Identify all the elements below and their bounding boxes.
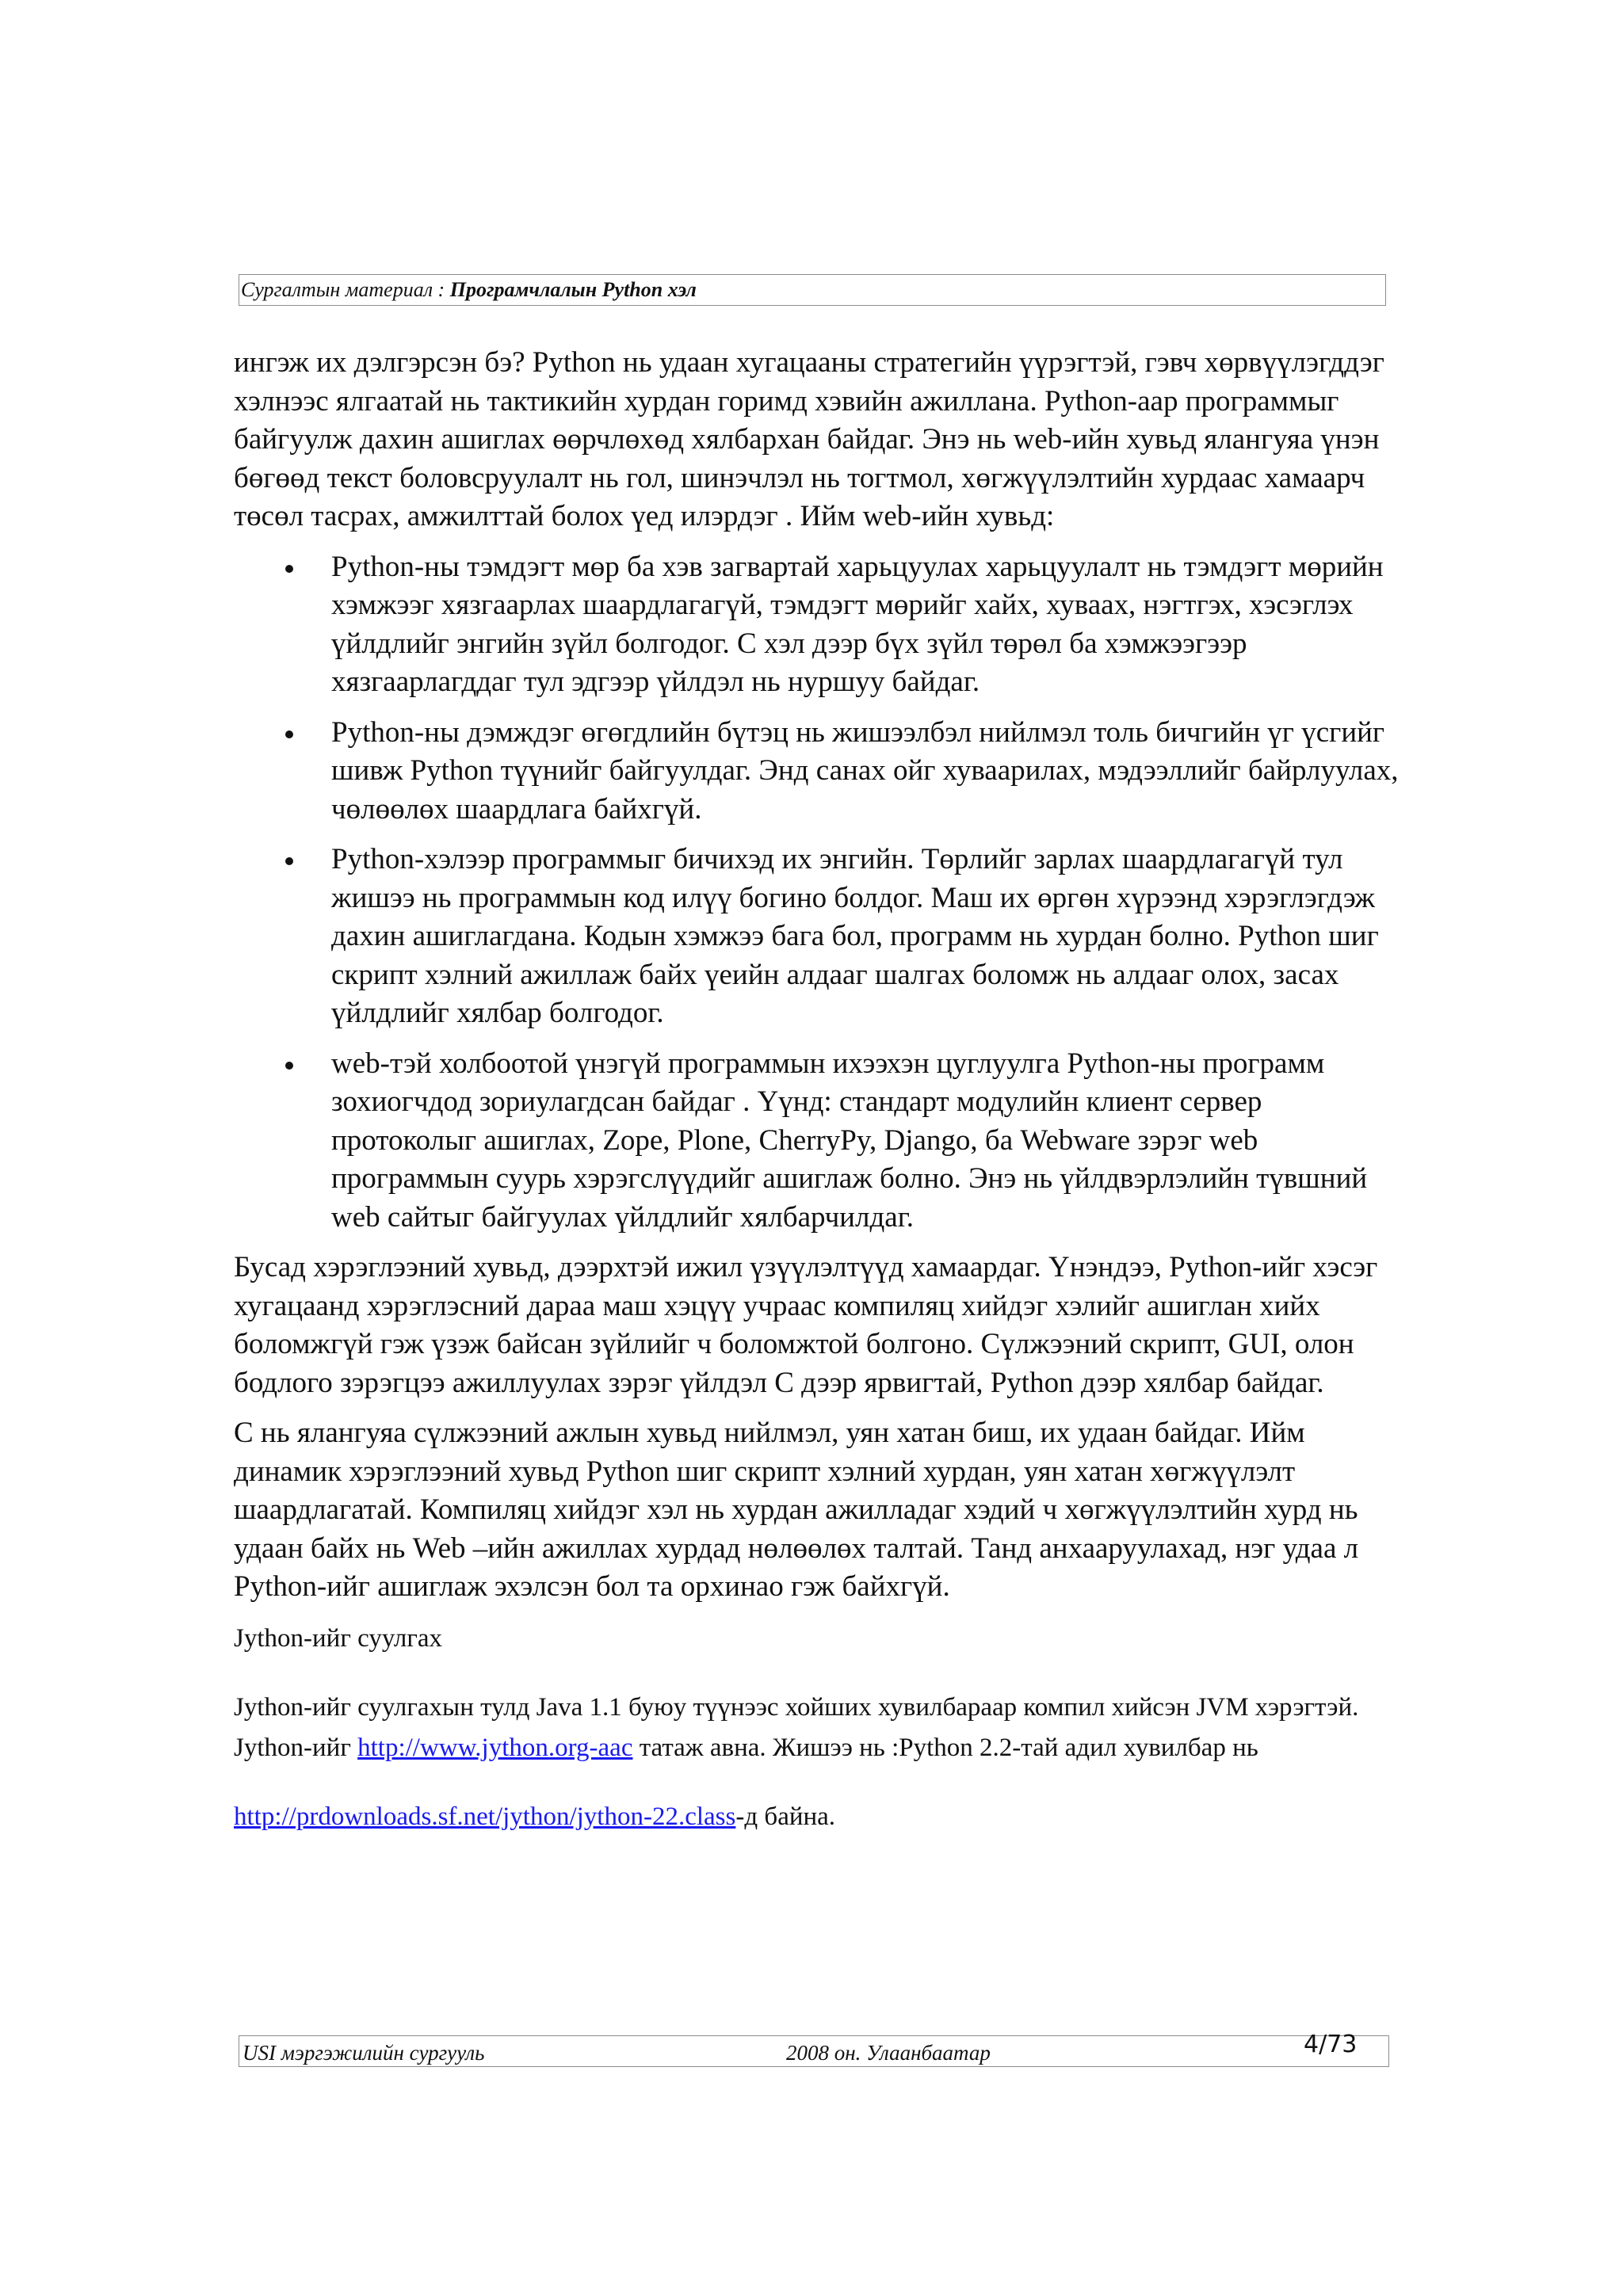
page-number: 4/73: [1304, 2031, 1358, 2058]
footer-school: USI мэргэжилийн сургууль: [242, 2041, 485, 2065]
bullet-icon: [285, 857, 293, 865]
header-title: Програмчлалын Python хэл: [449, 278, 697, 301]
feature-list: [234, 548, 1399, 1238]
download-link[interactable]: http://prdownloads.sf.net/jython/jython-22.class: [234, 1802, 736, 1831]
list-item-text: Python-хэлээр программыг бичихэд их энгийн. Төрлийг зарлах шаардлагагүй тул жишээ нь программын код илүү богино болдог. Маш их өргөн хүрээнд хэрэглэгдэж дахин ашиглагдана. Кодын хэмжээ бага бол, программ нь хурдан болно. Python шиг скрипт хэлний ажиллаж байх үеийн алдааг шалгах боломж нь алдааг олох, засах үйлдлийг хялбар болгодог.: [331, 843, 1379, 1029]
bullet-icon: [285, 565, 293, 573]
running-header: [239, 274, 1386, 306]
section-subheading: Jython-ийг суулгах: [234, 1623, 443, 1653]
install-text-start: Jython-ийг суулгахын тулд Java 1.1 буюу түүнээс хойших хувилбараар компил хийсэн JVM хэрэгтэй. Jython-ийг: [234, 1692, 1359, 1762]
download-suffix: -д байна.: [735, 1802, 836, 1831]
install-paragraph: [234, 1688, 1399, 1768]
download-paragraph: [234, 1797, 1399, 1837]
intro-paragraph: ингэж их дэлгэрсэн бэ? Python нь удаан хугацааны стратегийн үүрэгтэй, гэвч хөрвүүлэгддэг хэлнээс ялгаатай нь тактикийн хурдан горимд хэвийн ажиллана. Python-аар программыг байгуулж дахин ашиглах өөрчлөхөд хялбархан байдаг. Энэ нь web-ийн хувьд ялангуяа үнэн бөгөөд текст боловсруулалт нь гол, шинэчлэл нь тогтмол, хөгжүүлэлтийн хурдаас хамаарч төсөл тасрах, амжилттай болох үед илэрдэг . Ийм web-ийн хувьд:: [234, 346, 1384, 532]
header-prefix: Сургалтын материал :: [241, 278, 450, 301]
c-comparison-paragraph: C нь ялангуяа сүлжээний ажлын хувьд нийлмэл, уян хатан биш, их удаан байдаг. Ийм динамик хэрэглээний хувьд Python шиг скрипт хэлний хурдан, уян хатан хөгжүүлэлт шаардлагатай. Компиляц хийдэг хэл нь хурдан ажилладаг хэдий ч хөгжүүлэлтийн хурд нь удаан байх нь Web –ийн ажиллах хурдад нөлөөлөх талтай. Танд анхааруулахад, нэг удаа л Python-ийг ашиглаж эхэлсэн бол та орхинао гэж байхгүй.: [234, 1417, 1359, 1603]
running-footer: [239, 2031, 1389, 2067]
bullet-icon: [285, 730, 293, 738]
body-text: [234, 344, 1399, 1849]
list-item: [234, 841, 1399, 1033]
list-item: [234, 1045, 1399, 1238]
list-item-text: web-тэй холбоотой үнэгүй программын ихээхэн цуглуулга Python-ны программ зохиогчдод зориулагдсан байдаг . Үүнд: стандарт модулийн клиент сервер протоколыг ашиглах, Zope, Plone, CherryPy, Django, ба Webware зэрэг web программын суурь хэрэгслүүдийг ашиглаж болно. Энэ нь үйлдвэрлэлийн түвшний web сайтыг байгуулах үйлдлийг хялбарчилдаг.: [331, 1047, 1368, 1234]
list-item-text: Python-ны тэмдэгт мөр ба хэв загвартай харьцуулах харьцуулалт нь тэмдэгт мөрийн хэмжээг хязгаарлах шаардлагагүй, тэмдэгт мөрийг хайх, хуваах, нэгтгэх, хэсэглэх үйлдлийг энгийн зүйл болгодог. C хэл дээр бүх зүйл төрөл ба хэмжээгээр хязгаарлагддаг тул эдгээр үйлдэл нь нуршуу байдаг.: [331, 550, 1384, 698]
jython-site-link[interactable]: http://www.jython.org-аас: [357, 1733, 633, 1762]
list-item: [234, 548, 1399, 702]
install-text-end: татаж авна. Жишээ нь :Python 2.2-тай адил хувилбар нь: [632, 1733, 1258, 1762]
bullet-icon: [285, 1062, 293, 1070]
usage-paragraph: Бусад хэрэглээний хувьд, дээрхтэй ижил үзүүлэлтүүд хамаардаг. Үнэндээ, Python-ийг хэсэг хугацаанд хэрэглэсний дараа маш хэцүү учраас компиляц хийдэг хэлийг ашиглан хийх боломжгүй гэж үзэж байсан зүйлийг ч боломжтой болгоно. Сүлжээний скрипт, GUI, олон бодлого зэрэгцээ ажиллуулах зэрэг үйлдэл C дээр ярвигтай, Python дээр хялбар байдаг.: [234, 1251, 1378, 1399]
list-item-text: Python-ны дэмждэг өгөгдлийн бүтэц нь жишээлбэл нийлмэл толь бичгийн үг үсгийг шивж Python түүнийг байгуулдаг. Энд санах ойг хуваарилах, мэдээллийг байрлуулах, чөлөөлөх шаардлага байхгүй.: [331, 715, 1399, 826]
list-item: [234, 714, 1399, 830]
footer-year-city: 2008 он. Улаанбаатар: [786, 2041, 991, 2065]
